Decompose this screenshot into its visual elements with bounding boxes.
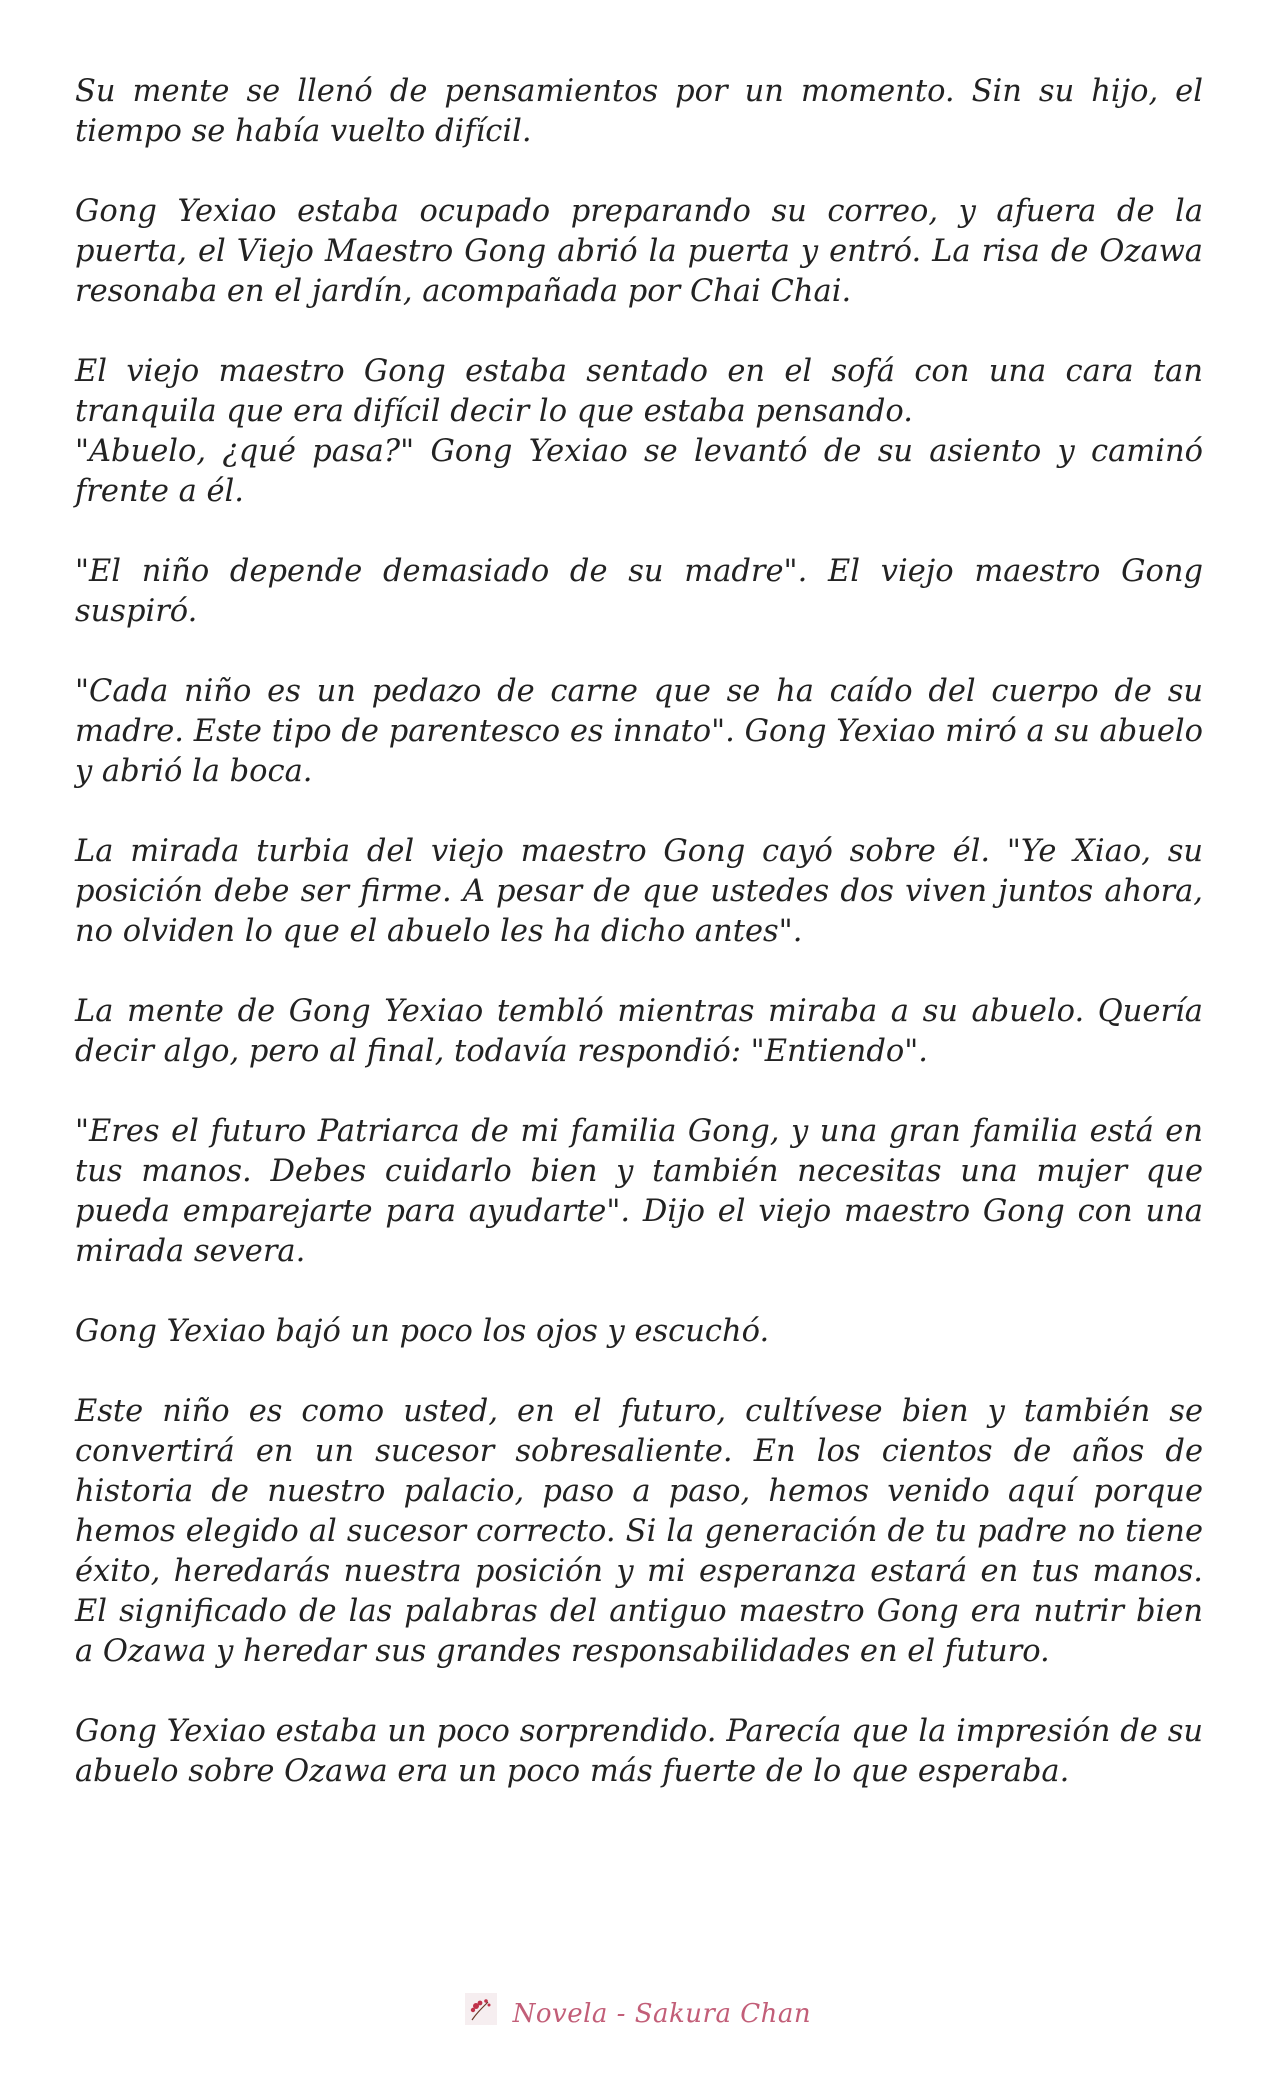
footer-watermark: [0, 1992, 1275, 2029]
footer-text: Novela - Sakura Chan: [512, 1999, 812, 2029]
paragraph: "Eres el futuro Patriarca de mi familia Gong, y una gran familia está en tus manos. Debes cuidarlo bien y también necesitas una mujer que pueda emparejarte para ayudarte". Dijo el viejo maestro Gong con una mirada severa.: [75, 1114, 1203, 1269]
document-body: [75, 72, 1203, 1832]
sakura-flower-icon: [464, 1992, 498, 2026]
paragraph: Este niño es como usted, en el futuro, cultívese bien y también se convertirá en un sucesor sobresaliente. En los cientos de años de historia de nuestro palacio, paso a paso, hemos venido aquí porque hemos elegido al sucesor correcto. Si la generación de tu padre no tiene éxito, heredarás nuestra posición y mi esperanza estará en tus manos. El significado de las palabras del antiguo maestro Gong era nutrir bien a Ozawa y heredar sus grandes responsabilidades en el futuro.: [75, 1394, 1203, 1669]
paragraph: Gong Yexiao estaba ocupado preparando su correo, y afuera de la puerta, el Viejo Maestro Gong abrió la puerta y entró. La risa de Ozawa resonaba en el jardín, acompañada por Chai Chai.: [75, 194, 1203, 309]
paragraph: "Abuelo, ¿qué pasa?" Gong Yexiao se levantó de su asiento y caminó frente a él.: [75, 434, 1203, 509]
paragraph: Su mente se llenó de pensamientos por un momento. Sin su hijo, el tiempo se había vuelto difícil.: [75, 74, 1203, 149]
paragraph: Gong Yexiao bajó un poco los ojos y escuchó.: [75, 1314, 770, 1349]
paragraph: "El niño depende demasiado de su madre". El viejo maestro Gong suspiró.: [75, 554, 1203, 629]
paragraph: La mirada turbia del viejo maestro Gong cayó sobre él. "Ye Xiao, su posición debe ser firme. A pesar de que ustedes dos viven juntos ahora, no olviden lo que el abuelo les ha dicho antes".: [75, 834, 1203, 949]
paragraph: "Cada niño es un pedazo de carne que se ha caído del cuerpo de su madre. Este tipo de parentesco es innato". Gong Yexiao miró a su abuelo y abrió la boca.: [75, 674, 1203, 789]
paragraph: El viejo maestro Gong estaba sentado en el sofá con una cara tan tranquila que era difícil decir lo que estaba pensando.: [75, 354, 1203, 429]
paragraph: Gong Yexiao estaba un poco sorprendido. Parecía que la impresión de su abuelo sobre Ozawa era un poco más fuerte de lo que esperaba.: [75, 1714, 1203, 1789]
paragraph: La mente de Gong Yexiao tembló mientras miraba a su abuelo. Quería decir algo, pero al final, todavía respondió: "Entiendo".: [75, 994, 1203, 1069]
